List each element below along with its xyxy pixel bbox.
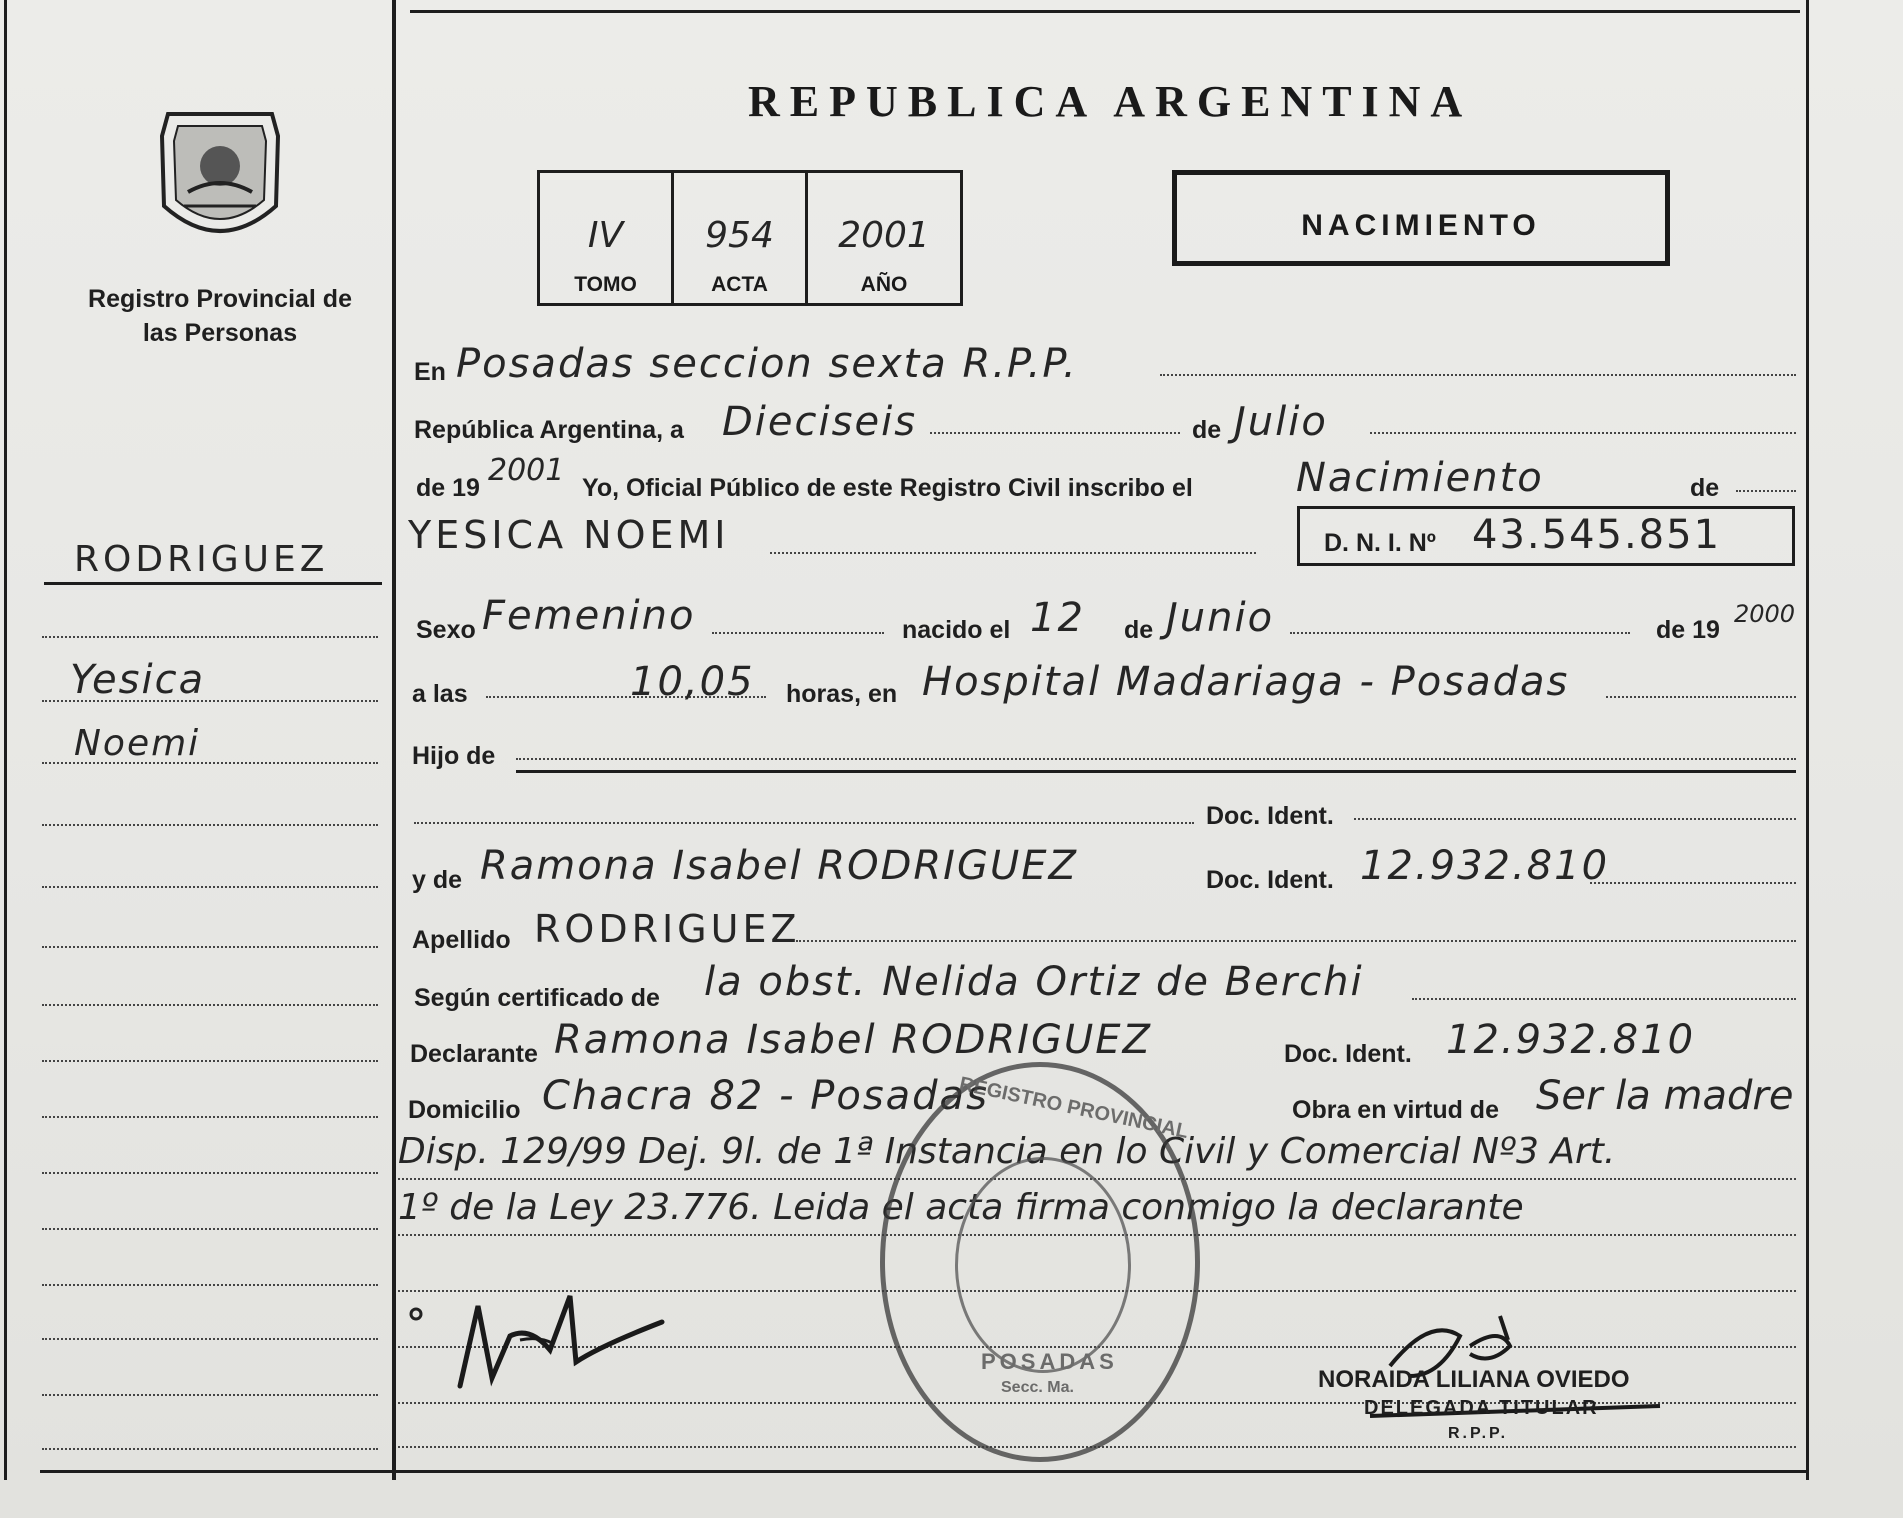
form-line [1370,432,1796,434]
margin-line [42,1172,378,1174]
form-line [712,632,884,634]
lugar-value: Hospital Madariaga - Posadas [922,659,1570,705]
note-line-2: 1º de la Ley 23.776. Leida el acta firma conmigo la declarante [398,1187,1524,1228]
ano-cell [808,173,960,303]
official-role: DELEGADA TITULAR [1364,1397,1599,1419]
en-label: En [414,358,446,386]
hora-value: 10,05 [630,659,755,705]
right-border [1806,0,1809,1480]
rep-label: República Argentina, a [414,416,684,444]
nac-anio: 2000 [1734,600,1796,628]
form-line [1354,818,1796,820]
province-emblem [148,96,292,246]
form-line [1590,882,1796,884]
acta-cell [674,173,808,303]
rep-day: Dieciseis [722,399,918,445]
margin-line [42,700,378,702]
margin-name2: Noemi [74,723,201,764]
madre-value: Ramona Isabel RODRIGUEZ [480,843,1078,889]
seal-top-text: REGISTRO PROVINCIAL [957,1072,1191,1144]
doc-label-3: Doc. Ident. [1284,1040,1412,1068]
nacido-label: nacido el [902,616,1011,644]
doc-label-2: Doc. Ident. [1206,866,1334,894]
declarante-doc: 12.932.810 [1446,1017,1696,1063]
hijo-label: Hijo de [412,742,496,770]
yo-label: Yo, Oficial Público de este Registro Civil inscribo el [582,474,1193,502]
sexo-value: Femenino [482,593,696,639]
nombre-value: YESICA NOEMI [408,513,730,557]
nac-mes: Junio [1166,595,1275,641]
tomo-label: TOMO [574,273,637,296]
official-org: R.P.P. [1448,1425,1509,1442]
domicilio-label: Domicilio [408,1096,521,1124]
registry-name: Registro Provincial de las Personas [88,285,352,347]
country-title: REPUBLICA ARGENTINA [748,77,1473,126]
form-rule [516,770,1796,773]
tomo-value: IV [587,215,624,256]
margin-line [42,1284,378,1286]
yde-label: y de [412,866,463,894]
margin-line [42,1448,378,1450]
de3-label: de [1124,616,1154,644]
dni-label: D. N. I. Nº [1324,529,1436,557]
left-border [4,0,7,1480]
form-line [930,432,1180,434]
form-line [1412,998,1796,1000]
dni-box [1297,506,1795,566]
doc-type: NACIMIENTO [1301,209,1541,242]
margin-line [42,1060,378,1062]
ano-label: AÑO [860,273,908,296]
margin-name1: Yesica [70,657,206,703]
official-name: NORAIDA LILIANA OVIEDO [1318,1366,1630,1393]
margin-line [42,886,378,888]
horas-label: horas, en [786,680,898,708]
seal-city: POSADAS [981,1349,1118,1374]
year-value: 2001 [488,453,565,488]
doc-label-1: Doc. Ident. [1206,802,1334,830]
act-number-box [537,170,963,306]
form-line [414,822,1194,824]
certificado-value: la obst. Nelida Ortiz de Berchi [704,959,1364,1005]
dni-value: 43.545.851 [1472,512,1722,558]
margin-line [42,762,378,764]
segun-label: Según certificado de [414,984,660,1012]
form-line [1736,490,1796,492]
sexo-label: Sexo [416,616,476,644]
acto-value: Nacimiento [1296,455,1544,501]
margin-surname: RODRIGUEZ [74,539,329,580]
margin-divider [392,0,396,1480]
margin-line [42,636,378,638]
seal-sub: Secc. Ma. [1001,1379,1074,1396]
en-value: Posadas seccion sexta R.P.P. [456,341,1078,387]
margin-line [42,946,378,948]
obra-label: Obra en virtud de [1292,1096,1499,1124]
rep-month: Julio [1234,399,1328,445]
bottom-border [40,1470,1806,1473]
de19-label: de 19 [416,474,480,502]
nac-dia: 12 [1030,595,1085,641]
doc-type-box [1172,170,1670,266]
seal-inner [955,1157,1131,1373]
form-line [1606,696,1796,698]
alas-label: a las [412,680,468,708]
margin-line [42,824,378,826]
form-line [796,940,1796,942]
margin-line [42,1394,378,1396]
domicilio-value: Chacra 82 - Posadas [542,1073,989,1119]
apellido-value: RODRIGUEZ [534,907,801,951]
declarant-signature [400,1266,680,1406]
form-line [1290,632,1630,634]
top-border [410,10,1800,13]
madre-doc: 12.932.810 [1360,843,1610,889]
apellido-label: Apellido [412,926,511,954]
note-line-1: Disp. 129/99 Dej. 9l. de 1ª Instancia en lo Civil y Comercial Nº3 Art. [398,1131,1616,1172]
de19b-label: de 19 [1656,616,1720,644]
margin-line [42,1228,378,1230]
margin-rule [44,582,382,585]
acta-value: 954 [705,215,774,256]
margin-line [42,1116,378,1118]
margin-line [42,1338,378,1340]
de2-label: de [1690,474,1720,502]
form-line [770,552,1256,554]
official-seal [880,1062,1200,1462]
tomo-cell [540,173,674,303]
ano-value: 2001 [838,215,930,256]
acta-label: ACTA [711,273,768,296]
form-line [1160,374,1796,376]
form-line [516,758,1796,760]
de-label: de [1192,416,1222,444]
declarante-value: Ramona Isabel RODRIGUEZ [554,1017,1152,1063]
obra-value: Ser la madre [1536,1073,1794,1119]
declarante-label: Declarante [410,1040,538,1068]
margin-line [42,1004,378,1006]
